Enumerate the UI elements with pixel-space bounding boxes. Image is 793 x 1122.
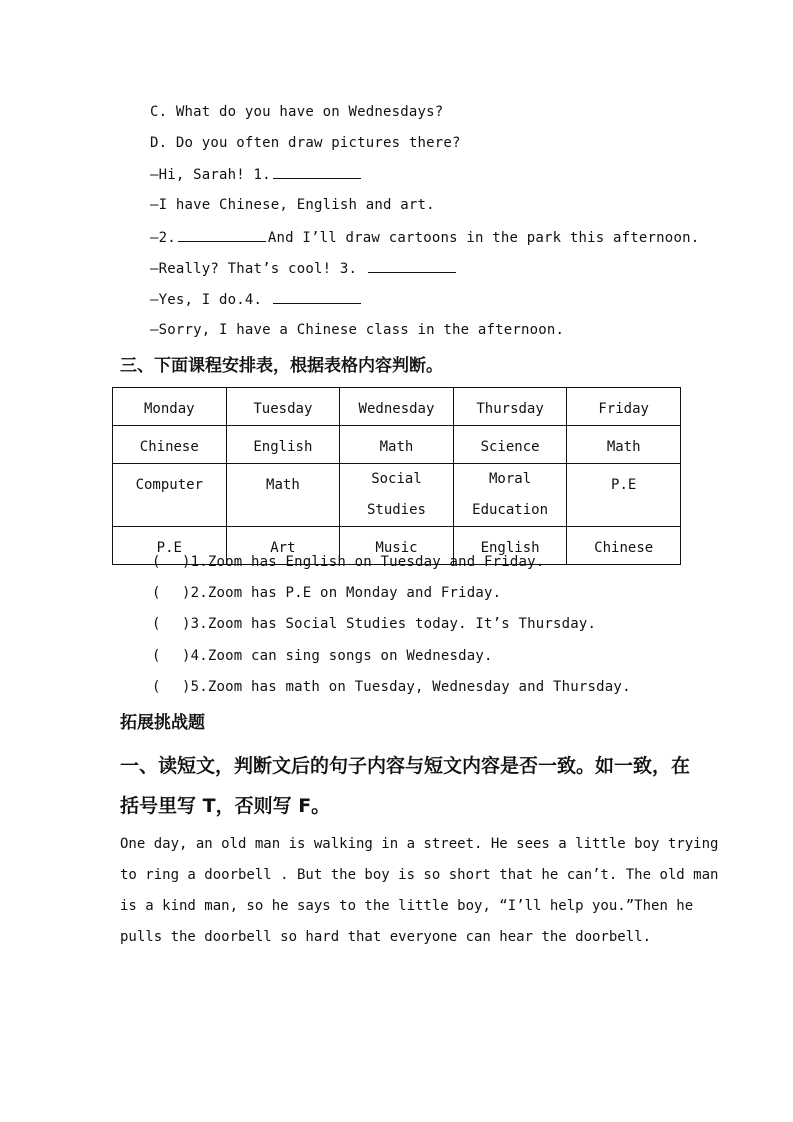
answer-paren-2[interactable]: ( <box>152 585 161 601</box>
dialogue-line-5 <box>150 290 363 309</box>
table-cell: Computer <box>113 464 227 527</box>
dialogue-line-6: —Sorry, I have a Chinese class in the afternoon. <box>150 322 565 338</box>
table-cell: Chinese <box>113 426 227 464</box>
answer-blank-1[interactable] <box>273 165 361 179</box>
table-cell-line: Studies <box>366 502 426 518</box>
table-header-cell: Monday <box>113 388 227 426</box>
dialogue-line-5-text: —Yes, I do.4. <box>150 292 263 308</box>
extension-title: 拓展挑战题 <box>120 713 205 733</box>
table-cell: Art <box>226 527 340 565</box>
table-header-row <box>113 388 681 426</box>
table-cell: Math <box>226 464 340 527</box>
dialogue-line-3-post: And I’ll draw cartoons in the park this afternoon. <box>267 230 700 246</box>
table-row <box>113 426 681 464</box>
table-cell <box>340 464 454 527</box>
table-cell: P.E <box>113 527 227 565</box>
option-d: D. Do you often draw pictures there? <box>150 135 461 151</box>
judge-item-4 <box>152 647 493 665</box>
table-cell: Chinese <box>567 527 681 565</box>
judge-item-text: )5.Zoom has math on Tuesday, Wednesday and Thursday. <box>182 679 631 695</box>
table-header-cell: Friday <box>567 388 681 426</box>
passage-line: pulls the doorbell so hard that everyone can hear the doorbell. <box>120 929 652 945</box>
dialogue-line-3 <box>150 228 699 247</box>
option-c: C. What do you have on Wednesdays? <box>150 104 444 120</box>
table-cell: Math <box>340 426 454 464</box>
schedule-table <box>112 387 681 565</box>
answer-blank-3[interactable] <box>368 259 456 273</box>
answer-paren-5[interactable]: ( <box>152 679 161 695</box>
dialogue-line-1-text: —Hi, Sarah! 1. <box>150 167 271 183</box>
table-cell-line: Moral <box>489 471 532 487</box>
table-cell-line: Social <box>371 471 422 487</box>
judge-item-5 <box>152 678 631 696</box>
table-cell: P.E <box>567 464 681 527</box>
judge-item-2 <box>152 584 501 602</box>
dialogue-line-3-pre: —2. <box>150 230 176 246</box>
passage-line: is a kind man, so he says to the little boy, “I’ll help you.”Then he <box>120 898 694 914</box>
answer-paren-1[interactable]: ( <box>152 554 161 570</box>
passage-line: One day, an old man is walking in a street. He sees a little boy trying <box>120 836 719 852</box>
table-cell <box>453 464 567 527</box>
answer-paren-4[interactable]: ( <box>152 648 161 664</box>
table-cell-line: Education <box>472 502 548 518</box>
judge-item-text: )4.Zoom can sing songs on Wednesday. <box>182 648 493 664</box>
table-cell: Music <box>340 527 454 565</box>
answer-blank-4[interactable] <box>273 290 361 304</box>
q1-heading-line-2: 括号里写 T，否则写 F。 <box>120 795 331 817</box>
q1-heading-line-1: 一、读短文，判断文后的句子内容与短文内容是否一致。如一致，在 <box>120 755 691 777</box>
table-cell: English <box>453 527 567 565</box>
dialogue-line-4 <box>150 259 458 278</box>
judge-item-text: )3.Zoom has Social Studies today. It’s Thursday. <box>182 616 597 632</box>
judge-item-text: )1.Zoom has English on Tuesday and Friday. <box>182 554 545 570</box>
table-cell: Math <box>567 426 681 464</box>
section3-heading: 三、下面课程安排表，根据表格内容判断。 <box>120 356 443 376</box>
judge-item-text: )2.Zoom has P.E on Monday and Friday. <box>182 585 502 601</box>
dialogue-line-2: —I have Chinese, English and art. <box>150 197 435 213</box>
answer-paren-3[interactable]: ( <box>152 616 161 632</box>
table-cell: Science <box>453 426 567 464</box>
table-header-cell: Wednesday <box>340 388 454 426</box>
table-header-cell: Thursday <box>453 388 567 426</box>
judge-item-3 <box>152 615 596 633</box>
table-cell: English <box>226 426 340 464</box>
dialogue-line-4-text: —Really? That’s cool! 3. <box>150 261 358 277</box>
judge-item-1 <box>152 553 544 571</box>
passage-line: to ring a doorbell . But the boy is so short that he can’t. The old man <box>120 867 719 883</box>
answer-blank-2[interactable] <box>178 228 266 242</box>
table-header-cell: Tuesday <box>226 388 340 426</box>
dialogue-line-1 <box>150 165 363 184</box>
table-row <box>113 464 681 527</box>
reading-passage <box>120 829 719 953</box>
